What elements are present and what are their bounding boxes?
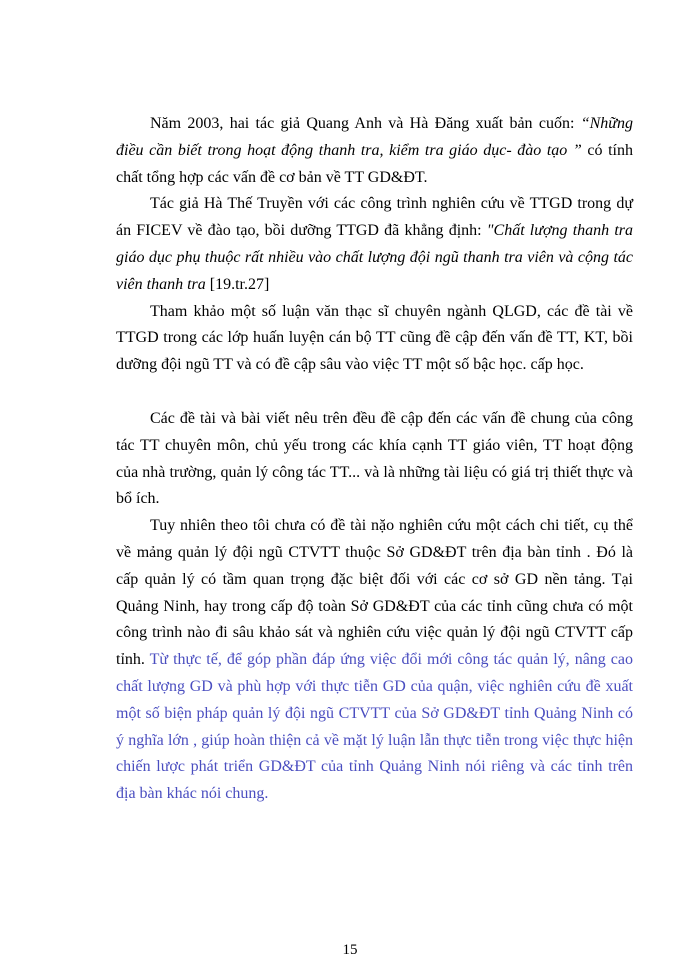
paragraph-5-intro: Tuy nhiên theo tôi chưa có đề tài nặo nghiên cứu một cách chi tiết, cụ thể về mảng quản lý đội ngũ CTVTT thuộc Sở GD&ĐT trên địa bàn tỉnh . Đó là cấp quản lý có tầm quan trọng đặc biệt đối với các cơ sở GD nền tảng. Tại Quảng Ninh, hay trong cấp độ toàn Sở GD&ĐT của các tỉnh cũng chưa có một công trình nào đi sâu khảo sát và nghiên cứu việc quản lý đội ngũ CTVTT cấp tỉnh. [116, 517, 633, 669]
quality-quote: "Chất lượng thanh tra giáo dục phụ thuộc rất nhiều vào chất lượng đội ngũ thanh tra viên và cộng tác viên thanh tra [116, 222, 633, 293]
book-title-quote: “Những điều cần biết trong hoạt động thanh tra, kiểm tra giáo dục- đào tạo ” [116, 115, 633, 159]
paragraph-1-intro: Năm 2003, hai tác giả Quang Anh và Hà Đăng xuất bản cuốn: [150, 115, 581, 132]
paragraph-5 [116, 513, 633, 808]
highlighted-text: Từ thực tế, để góp phần đáp ứng việc đổi mới công tác quản lý, nâng cao chất lượng GD và phù hợp với thực tiễn GD của quận, việc nghiên cứu đề xuất một số biện pháp quản lý đội ngũ CTVTT của Sở GD&ĐT tỉnh Quảng Ninh có ý nghĩa lớn , giúp hoàn thiện cả về mặt lý luận lẫn thực tiễn trong việc thực hiện chiến lược phát triển GD&ĐT của tỉnh Quảng Ninh nói riêng và các tỉnh trên địa bàn khác nói chung. [116, 651, 634, 803]
paragraph-1-ending: có tính chất tổng hợp các vấn đề cơ bản về TT GD&ĐT. [116, 141, 633, 186]
paragraph-1 [116, 111, 633, 191]
paragraph-3: Tham khảo một số luận văn thạc sĩ chuyên ngành QLGD, các đề tài về TTGD trong các lớp huấn luyện cán bộ TT cũng đề cập đến vấn đề TT, KT, bồi dưỡng đội ngũ TT và có đề cập sâu vào việc TT một số bậc học. cấp học. [116, 302, 633, 374]
paragraph-4: Các đề tài và bài viết nêu trên đều đề cập đến các vấn đề chung của công tác TT chuyên môn, chủ yếu trong các khía cạnh TT giáo viên, TT hoạt động của nhà trường, quản lý công tác TT... và là những tài liệu có giá trị thiết thực và bổ ích. [116, 409, 633, 508]
paragraph-2 [116, 191, 633, 298]
body-text [116, 111, 633, 808]
paragraph-gap [116, 379, 633, 406]
paragraph-2-intro: Tác giả Hà Thế Truyền với các công trình nghiên cứu về TTGD trong dự án FICEV về đào tạo, bồi dưỡng TTGD đã khẳng định: [116, 195, 633, 240]
page-number: 15 [342, 942, 358, 958]
citation: [19.tr.27] [205, 275, 270, 293]
